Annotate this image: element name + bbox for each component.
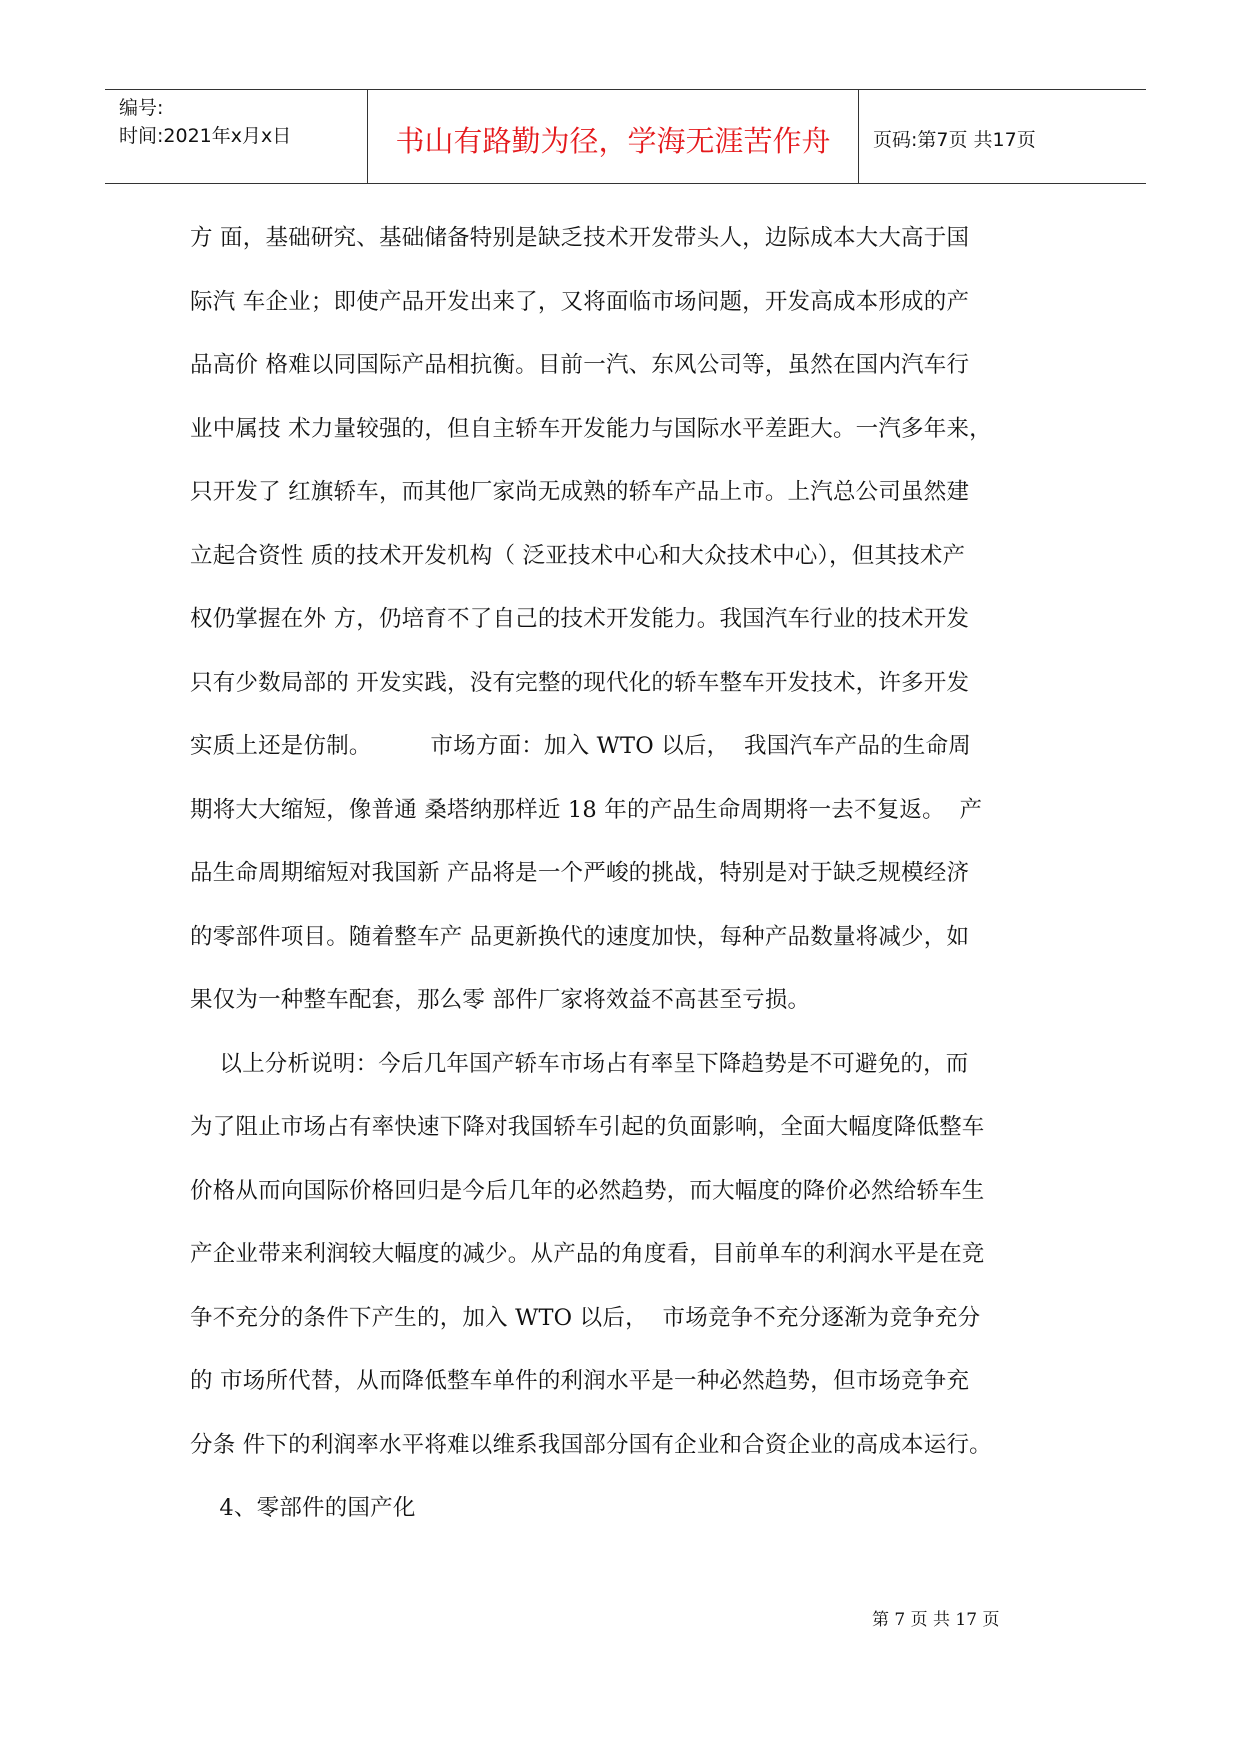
document-header <box>105 89 1146 184</box>
motto-text: 书山有路勤为径，学海无涯苦作舟 <box>395 124 831 158</box>
body-line: 期将大大缩短，像普通 桑塔纳那样近 18 年的产品生命周期将一去不复返。 产 <box>190 796 983 823</box>
body-line: 产企业带来利润较大幅度的减少。从产品的角度看，目前单车的利润水平是在竞 <box>190 1241 985 1267</box>
time-label: 时间:2021年x月x日 <box>119 125 292 147</box>
page-info-text: 页码:第7页 共17页 <box>873 129 1036 151</box>
section-heading: 4、零部件的国产化 <box>190 1495 416 1521</box>
body-line: 只开发了 红旗轿车，而其他厂家尚无成熟的轿车产品上市。上汽总公司虽然建 <box>190 479 970 505</box>
header-page-info <box>859 90 1146 183</box>
body-line: 业中属技 术力量较强的，但自主轿车开发能力与国际水平差距大。一汽多年来， <box>190 415 992 442</box>
body-line: 方 面，基础研究、基础储备特别是缺乏技术开发带头人，边际成本大大高于国 <box>190 225 970 251</box>
body-line: 权仍掌握在外 方，仍培育不了自己的技术开发能力。我国汽车行业的技术开发 <box>190 606 970 632</box>
header-motto-cell <box>368 90 859 183</box>
body-line: 品生命周期缩短对我国新 产品将是一个严峻的挑战，特别是对于缺乏规模经济 <box>190 860 970 886</box>
body-line: 的 市场所代替，从而降低整车单件的利润水平是一种必然趋势，但市场竞争充 <box>190 1368 970 1394</box>
body-line: 的零部件项目。随着整车产 品更新换代的速度加快，每种产品数量将减少，如 <box>190 923 970 950</box>
body-line: 争不充分的条件下产生的，加入 WTO 以后， 市场竞争不充分逐渐为竞争充分 <box>190 1304 981 1331</box>
body-line: 立起合资性 质的技术开发机构（ 泛亚技术中心和大众技术中心），但其技术产 <box>190 542 966 569</box>
body-line: 为了阻止市场占有率快速下降对我国轿车引起的负面影响，全面大幅度降低整车 <box>190 1114 985 1140</box>
body-line: 只有少数局部的 开发实践，没有完整的现代化的轿车整车开发技术，许多开发 <box>190 669 970 696</box>
body-line: 实质上还是仿制。 市场方面：加入 WTO 以后， 我国汽车产品的生命周 <box>190 733 972 759</box>
body-line: 分条 件下的利润率水平将难以维系我国部分国有企业和合资企业的高成本运行。 <box>190 1431 992 1458</box>
body-line: 以上分析说明：今后几年国产轿车市场占有率呈下降趋势是不可避免的，而 <box>190 1050 969 1077</box>
body-line: 果仅为一种整车配套，那么零 部件厂家将效益不高甚至亏损。 <box>190 987 811 1013</box>
number-label: 编号: <box>119 97 164 119</box>
body-line: 品高价 格难以同国际产品相抗衡。目前一汽、东风公司等，虽然在国内汽车行 <box>190 352 970 378</box>
body-line: 际汽 车企业；即使产品开发出来了，又将面临市场问题，开发高成本形成的产 <box>190 288 970 315</box>
page-footer: 第 7 页 共 17 页 <box>872 1610 1000 1630</box>
body-line: 价格从而向国际价格回归是今后几年的必然趋势，而大幅度的降价必然给轿车生 <box>190 1177 985 1204</box>
body-text <box>190 220 1065 1554</box>
header-meta <box>105 90 368 183</box>
